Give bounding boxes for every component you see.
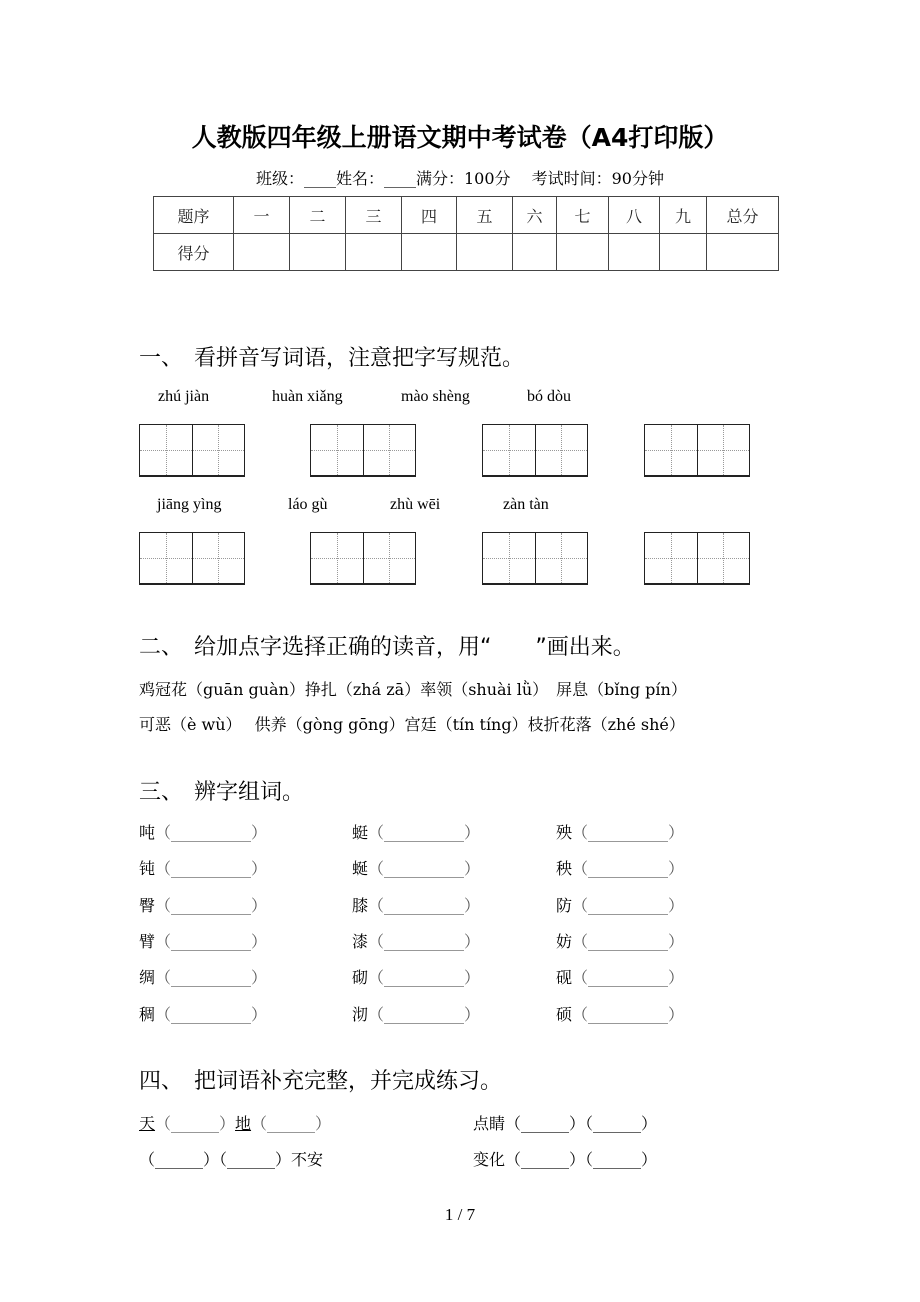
word-item	[556, 1002, 684, 1025]
word-char: 硕	[556, 1005, 573, 1024]
word-item	[352, 1002, 480, 1025]
word-char: 膝	[352, 896, 369, 915]
score-cell[interactable]	[513, 234, 557, 271]
idiom-dian-jing[interactable]: 点睛（______）（______）	[473, 1114, 658, 1133]
pinyin-label: zhù wēi	[390, 496, 441, 513]
score-cell[interactable]	[290, 234, 346, 271]
score-header-cell: 九	[660, 197, 707, 234]
word-item	[352, 965, 480, 988]
word-item	[139, 929, 267, 952]
score-table-header-row	[154, 197, 779, 234]
word-char: 稠	[139, 1005, 156, 1024]
grid-cell[interactable]	[698, 425, 750, 475]
word-char: 蜓	[352, 823, 369, 842]
score-header-cell: 一	[234, 197, 290, 234]
pinyin-label: láo gù	[288, 496, 328, 513]
grid-cell[interactable]	[645, 533, 698, 583]
word-char: 殃	[556, 823, 573, 842]
grid-cell[interactable]	[536, 425, 588, 475]
score-header-cell: 七	[557, 197, 609, 234]
pronunciation-line-2: 可恶（è wù） 供养（gòng gōng）宫廷（tín tíng）枝折花落（zhé shé）	[139, 715, 685, 734]
word-blank[interactable]: （__________）	[572, 932, 685, 951]
score-header-cell: 三	[346, 197, 402, 234]
writing-grid[interactable]	[644, 532, 750, 585]
word-blank[interactable]: （__________）	[155, 896, 268, 915]
writing-grid[interactable]	[482, 532, 588, 585]
grid-cell[interactable]	[311, 425, 364, 475]
score-header-cell: 二	[290, 197, 346, 234]
score-header-cell: 五	[457, 197, 513, 234]
word-item	[556, 893, 684, 916]
word-blank[interactable]: （__________）	[155, 932, 268, 951]
writing-grid[interactable]	[139, 424, 245, 477]
word-blank[interactable]: （__________）	[155, 1005, 268, 1024]
pinyin-label: jiāng yìng	[157, 496, 222, 513]
score-cell[interactable]	[557, 234, 609, 271]
idiom-bu-an[interactable]: （______）（______）不安	[139, 1150, 324, 1169]
grid-cell[interactable]	[536, 533, 588, 583]
section-1-heading: 一、 看拼音写词语，注意把字写规范。	[139, 346, 525, 371]
score-header-cell: 六	[513, 197, 557, 234]
page-title: 人教版四年级上册语文期中考试卷（A4打印版）	[191, 123, 729, 152]
word-item	[139, 1002, 267, 1025]
writing-grid[interactable]	[644, 424, 750, 477]
grid-cell[interactable]	[311, 533, 364, 583]
word-blank[interactable]: （__________）	[368, 968, 481, 987]
word-blank[interactable]: （__________）	[572, 823, 685, 842]
blank[interactable]: （______）	[155, 1114, 236, 1133]
pinyin-label: zàn tàn	[503, 496, 549, 513]
word-item	[352, 856, 480, 879]
writing-grid[interactable]	[310, 424, 416, 477]
grid-cell[interactable]	[483, 425, 536, 475]
grid-cell[interactable]	[645, 425, 698, 475]
word-blank[interactable]: （__________）	[368, 823, 481, 842]
grid-cell[interactable]	[483, 533, 536, 583]
word-blank[interactable]: （__________）	[368, 932, 481, 951]
score-cell[interactable]	[660, 234, 707, 271]
word-item	[139, 856, 267, 879]
word-char: 妨	[556, 932, 573, 951]
grid-cell[interactable]	[140, 533, 193, 583]
section-3-heading: 三、 辨字组词。	[139, 780, 305, 805]
word-char: 臂	[139, 932, 156, 951]
page-number: 1 / 7	[444, 1205, 476, 1224]
score-cell[interactable]	[346, 234, 402, 271]
score-header-cell: 四	[402, 197, 457, 234]
word-blank[interactable]: （__________）	[572, 859, 685, 878]
word-item	[352, 893, 480, 916]
word-item	[139, 893, 267, 916]
word-blank[interactable]: （__________）	[155, 823, 268, 842]
grid-cell[interactable]	[364, 533, 416, 583]
word-item	[139, 965, 267, 988]
word-char: 臀	[139, 896, 156, 915]
word-char: 砌	[352, 968, 369, 987]
word-item	[352, 929, 480, 952]
pronunciation-line-1: 鸡冠花（guān guàn）挣扎（zhá zā）率领（shuài lǜ） 屏息（bǐng pín）	[139, 680, 687, 699]
word-blank[interactable]: （__________）	[572, 896, 685, 915]
pinyin-label: mào shèng	[401, 388, 470, 405]
underlined-char: 地	[235, 1114, 252, 1133]
pinyin-label: huàn xiǎng	[272, 388, 343, 405]
score-cell[interactable]	[402, 234, 457, 271]
word-char: 钝	[139, 859, 156, 878]
word-item	[556, 965, 684, 988]
word-blank[interactable]: （__________）	[368, 859, 481, 878]
idiom-bian-hua[interactable]: 变化（______）（______）	[473, 1150, 658, 1169]
grid-cell[interactable]	[193, 425, 245, 475]
section-2-heading: 二、 给加点字选择正确的读音，用“ ”画出来。	[139, 635, 635, 660]
word-item	[556, 929, 684, 952]
score-row-label: 得分	[154, 234, 234, 271]
word-char: 防	[556, 896, 573, 915]
word-item	[352, 820, 480, 843]
score-table-score-row	[154, 234, 779, 271]
grid-cell[interactable]	[364, 425, 416, 475]
grid-cell[interactable]	[140, 425, 193, 475]
underlined-char: 天	[139, 1114, 156, 1133]
pinyin-label: bó dòu	[527, 388, 571, 405]
score-header-cell: 八	[609, 197, 660, 234]
section-4-heading: 四、 把词语补充完整，并完成练习。	[139, 1069, 503, 1094]
word-char: 沏	[352, 1005, 369, 1024]
word-blank[interactable]: （__________）	[572, 1005, 685, 1024]
word-char: 秧	[556, 859, 573, 878]
idiom-tian-di	[139, 1111, 331, 1134]
word-blank[interactable]: （__________）	[368, 1005, 481, 1024]
score-cell[interactable]	[609, 234, 660, 271]
word-char: 蜒	[352, 859, 369, 878]
blank[interactable]: （______）	[251, 1114, 332, 1133]
word-item	[556, 820, 684, 843]
word-blank[interactable]: （__________）	[368, 896, 481, 915]
score-header-cell: 总分	[707, 197, 779, 234]
grid-cell[interactable]	[193, 533, 245, 583]
word-item	[556, 856, 684, 879]
writing-grid[interactable]	[139, 532, 245, 585]
score-table	[153, 196, 779, 271]
score-cell[interactable]	[457, 234, 513, 271]
word-char: 绸	[139, 968, 156, 987]
word-char: 吨	[139, 823, 156, 842]
student-info: 班级：____姓名：____满分：100分 考试时间：90分钟	[256, 169, 664, 188]
score-header-cell: 题序	[154, 197, 234, 234]
word-char: 砚	[556, 968, 573, 987]
score-cell[interactable]	[707, 234, 779, 271]
word-item	[139, 820, 267, 843]
word-blank[interactable]: （__________）	[572, 968, 685, 987]
word-blank[interactable]: （__________）	[155, 859, 268, 878]
word-char: 漆	[352, 932, 369, 951]
word-blank[interactable]: （__________）	[155, 968, 268, 987]
pinyin-label: zhú jiàn	[158, 388, 210, 405]
score-cell[interactable]	[234, 234, 290, 271]
grid-cell[interactable]	[698, 533, 750, 583]
writing-grid[interactable]	[310, 532, 416, 585]
writing-grid[interactable]	[482, 424, 588, 477]
